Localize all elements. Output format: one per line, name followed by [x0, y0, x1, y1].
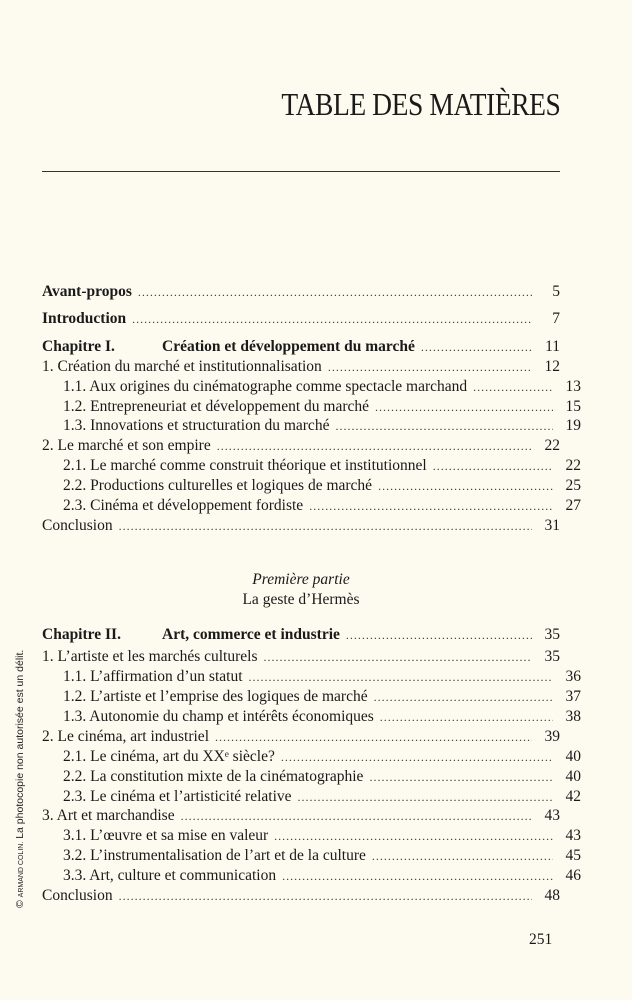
toc-entry — [42, 648, 560, 668]
toc-entry-page: 40 — [565, 748, 581, 765]
dot-leader — [138, 285, 532, 300]
toc-entry-page: 31 — [544, 517, 560, 534]
toc-entry — [42, 338, 560, 358]
toc-entry-page: 22 — [544, 437, 560, 454]
toc-entry-label: Avant-propos — [42, 283, 132, 300]
dot-leader — [433, 459, 553, 474]
dot-leader — [375, 400, 553, 415]
toc-entry-label: 3.1. L’œuvre et sa mise en valeur — [63, 827, 269, 844]
toc-entry — [42, 517, 560, 537]
toc-entry — [42, 708, 581, 728]
dot-leader — [328, 360, 532, 375]
toc-entry-page: 19 — [565, 417, 581, 434]
toc-entry-page: 27 — [565, 497, 581, 514]
toc-entry-label: 2. Le cinéma, art industriel — [42, 728, 209, 745]
dot-leader — [132, 312, 532, 327]
toc-chapter-title: Art, commerce et industrie — [162, 626, 340, 643]
toc-entry-label: 2.3. Cinéma et développement fordiste — [63, 497, 304, 514]
dot-leader — [249, 670, 553, 685]
dot-leader — [372, 849, 553, 864]
toc-entry-label: 1.3. Innovations et structuration du marché — [63, 417, 330, 434]
copyright-text: La photocopie non autorisée est un délit. — [14, 649, 26, 842]
dot-leader — [217, 439, 532, 454]
dot-leader — [181, 809, 532, 824]
toc-entry — [42, 788, 581, 808]
toc-entry-page: 5 — [552, 283, 560, 300]
part-kicker: Première partie — [252, 571, 350, 588]
toc-entry-label — [42, 338, 415, 356]
dot-leader — [421, 340, 532, 355]
dot-leader — [215, 730, 532, 745]
toc-entry-label: Introduction — [42, 310, 127, 327]
dot-leader — [119, 889, 532, 904]
toc-entry-label: 1.1. Aux origines du cinématographe comme spectacle marchand — [63, 378, 468, 395]
toc-entry-label: 3.3. Art, culture et communication — [63, 867, 277, 884]
toc-entry-page: 48 — [544, 887, 560, 904]
toc-entry-label: 2.1. Le marché comme construit théorique et institutionnel — [63, 457, 427, 474]
toc-entry — [42, 847, 581, 867]
toc-entry-page: 46 — [565, 867, 581, 884]
toc-entry — [42, 477, 581, 497]
toc-entry-label: 1.2. L’artiste et l’emprise des logiques de marché — [63, 688, 368, 705]
dot-leader — [298, 790, 553, 805]
toc-entry-page: 22 — [565, 457, 581, 474]
dot-leader — [346, 628, 532, 643]
toc-entry-label: 2.3. Le cinéma et l’artisticité relative — [63, 788, 292, 805]
toc-entry-label: 3. Art et marchandise — [42, 807, 175, 824]
toc-chapter-title: Création et développement du marché — [162, 338, 415, 355]
toc-entry-label: 3.2. L’instrumentalisation de l’art et de la culture — [63, 847, 366, 864]
dot-leader — [264, 650, 533, 665]
dot-leader — [309, 499, 553, 514]
toc-entry-label: 1.1. L’affirmation d’un statut — [63, 668, 243, 685]
title-rule — [42, 171, 560, 172]
dot-leader — [274, 829, 553, 844]
toc-entry-page: 15 — [565, 398, 581, 415]
toc-entry-page: 43 — [565, 827, 581, 844]
toc-entry — [42, 768, 581, 788]
toc-entry-page: 45 — [565, 847, 581, 864]
toc-entry — [42, 283, 560, 303]
toc-entry-label: 1. Création du marché et institutionnalisation — [42, 358, 322, 375]
toc-entry-label: Conclusion — [42, 887, 113, 904]
toc-entry-page: 35 — [544, 648, 560, 665]
toc-entry — [42, 668, 581, 688]
page-title: TABLE DES MATIÈRES — [280, 86, 560, 122]
toc-entry-label: 2. Le marché et son empire — [42, 437, 211, 454]
toc-entry — [42, 748, 581, 768]
toc-entry-page: 40 — [565, 768, 581, 785]
dot-leader — [380, 710, 553, 725]
toc-entry — [42, 827, 581, 847]
toc-entry — [42, 867, 581, 887]
dot-leader — [282, 869, 553, 884]
toc-entry — [42, 378, 581, 398]
toc-chapter-number: Chapitre I. — [42, 338, 115, 355]
toc-entry — [42, 437, 560, 457]
toc-entry — [42, 688, 581, 708]
toc-entry — [42, 807, 560, 827]
toc-entry-page: 42 — [565, 788, 581, 805]
toc-entry-page: 35 — [544, 626, 560, 643]
dot-leader — [369, 770, 553, 785]
dot-leader — [473, 380, 553, 395]
toc-entry-page: 11 — [545, 338, 560, 355]
page-number: 251 — [529, 931, 553, 948]
toc-entry-page: 37 — [565, 688, 581, 705]
toc-entry-label — [42, 626, 340, 644]
toc-entry-page: 43 — [544, 807, 560, 824]
copyright-notice — [14, 650, 26, 908]
copyright-prefix: © — [14, 897, 26, 908]
toc-entry-page: 12 — [544, 358, 560, 375]
toc-entry-label: 2.2. Productions culturelles et logiques de marché — [63, 477, 373, 494]
toc-entry-label: 1.3. Autonomie du champ et intérêts économiques — [63, 708, 374, 725]
toc-entry — [42, 398, 581, 418]
dot-leader — [119, 519, 532, 534]
copyright-publisher: ARMAND COLIN. — [18, 841, 25, 898]
toc-entry-page: 39 — [544, 728, 560, 745]
toc-entry-label: 2.1. Le cinéma, art du XXᵉ siècle? — [63, 748, 275, 765]
toc-entry-label: Conclusion — [42, 517, 113, 534]
toc-entry — [42, 887, 560, 907]
dot-leader — [335, 419, 553, 434]
toc-entry-page: 38 — [565, 708, 581, 725]
toc-entry-page: 13 — [565, 378, 581, 395]
toc-entry — [42, 626, 560, 646]
toc-entry — [42, 358, 560, 378]
toc-entry — [42, 457, 581, 477]
part-title: La geste d’Hermès — [242, 591, 360, 608]
toc-entry — [42, 310, 560, 330]
toc-entry-page: 25 — [565, 477, 581, 494]
toc-entry — [42, 728, 560, 748]
toc-entry-label: 1. L’artiste et les marchés culturels — [42, 648, 258, 665]
dot-leader — [378, 479, 553, 494]
toc-entry-page: 36 — [565, 668, 581, 685]
toc-entry — [42, 417, 581, 437]
dot-leader — [281, 750, 553, 765]
dot-leader — [374, 690, 553, 705]
toc-entry-label: 1.2. Entrepreneuriat et développement du marché — [63, 398, 369, 415]
toc-entry-label: 2.2. La constitution mixte de la cinématographie — [63, 768, 364, 785]
toc-entry-page: 7 — [552, 310, 560, 327]
toc-entry — [42, 497, 581, 517]
toc-chapter-number: Chapitre II. — [42, 626, 121, 643]
